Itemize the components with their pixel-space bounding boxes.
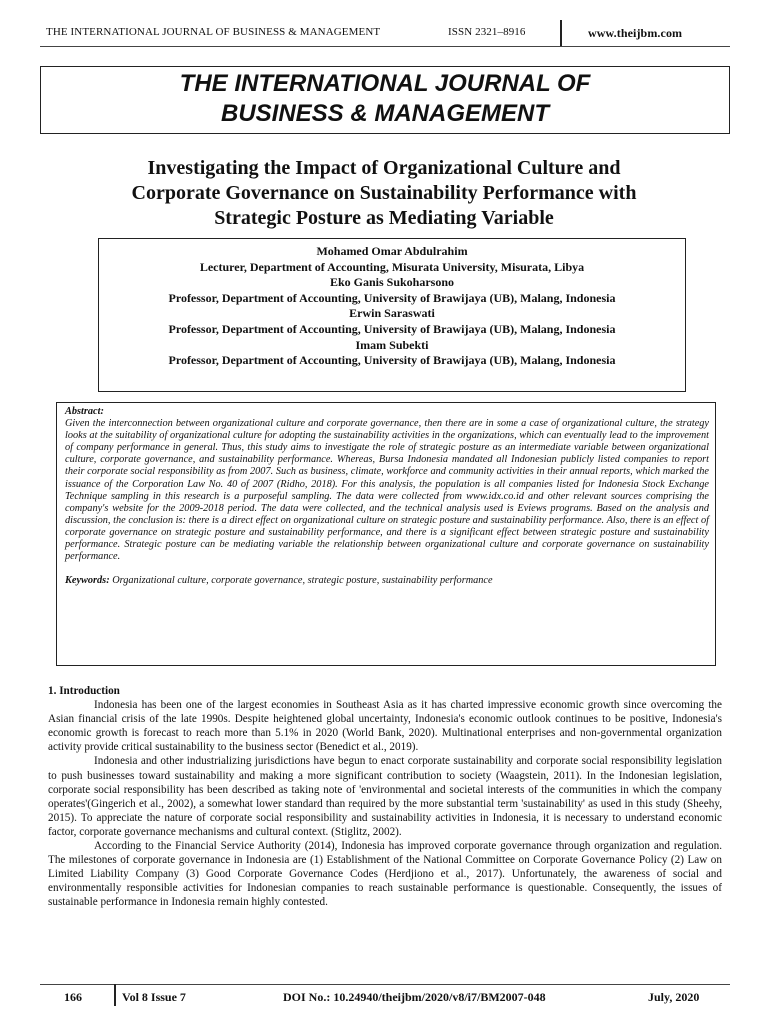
author-name: Erwin Saraswati bbox=[349, 306, 435, 321]
header-divider bbox=[560, 20, 562, 46]
body-paragraph: According to the Financial Service Authority (2014), Indonesia has improved corporate governance through organization and regulation. The milestones of corporate governance in Indonesia are (1) Establishment of the National Committee on Corporate Governance Policy (2) Law on Limited Liability Company (3) Good Corporate Governance Codes (Herdjiono et al., 2017). Unfortunately, the awareness of social and environmentally responsible activities for Indonesian companies to reach sustainable performance is questionable. Consequently, the issues of sustainable performance in Indonesia remain highly contested. bbox=[48, 840, 722, 909]
running-header bbox=[40, 20, 730, 46]
page-number: 166 bbox=[64, 990, 82, 1004]
section-heading: 1. Introduction bbox=[48, 685, 120, 697]
journal-title-line-2: BUSINESS & MANAGEMENT bbox=[220, 100, 550, 127]
paper-title-line-2: Corporate Governance on Sustainability Performance with bbox=[131, 182, 637, 204]
abstract-box bbox=[56, 402, 716, 666]
author-name: Eko Ganis Sukoharsono bbox=[329, 275, 455, 290]
keywords-text: Organizational culture, corporate governance, strategic posture, sustainability performance bbox=[112, 575, 493, 587]
author-box bbox=[98, 238, 686, 392]
header-rule bbox=[40, 46, 730, 47]
paper-title bbox=[40, 156, 728, 231]
body-paragraph: Indonesia and other industrializing jurisdictions have begun to enact corporate sustainability and corporate social responsibility legislation to push businesses toward sustainability and making a more significant contribution to society (Waagstein, 2011). In the Indonesian legislation, corporate social responsibility has been described as taking note of 'environmental and societal interests of the communities in which the company operates'(Gingerich et al., 2002), a somewhat lower standard than required by the more substantial term 'sustainability' as used in this study (Sheehy, 2015). To appreciate the nature of corporate social responsibility and sustainability activities in Indonesia, it is necessary to understand economic factor, corporate governance mechanisms and cultural context. (Stiglitz, 2002). bbox=[48, 755, 722, 838]
journal-title-box bbox=[40, 66, 730, 134]
volume-issue: Vol 8 Issue 7 bbox=[122, 990, 186, 1004]
author-name: Mohamed Omar Abdulrahim bbox=[316, 244, 468, 258]
introduction-section bbox=[48, 684, 722, 910]
doi: DOI No.: 10.24940/theijbm/2020/v8/i7/BM2007-048 bbox=[283, 990, 546, 1004]
header-journal-name: THE INTERNATIONAL JOURNAL OF BUSINESS & MANAGEMENT bbox=[46, 26, 381, 38]
footer-divider bbox=[114, 984, 116, 1006]
abstract-heading: Abstract: bbox=[65, 406, 104, 417]
author-affiliation: Lecturer, Department of Accounting, Misurata University, Misurata, Libya bbox=[199, 259, 585, 274]
author-affiliation: Professor, Department of Accounting, University of Brawijaya (UB), Malang, Indonesia bbox=[168, 290, 616, 305]
journal-title-line-1: THE INTERNATIONAL JOURNAL OF bbox=[179, 70, 591, 97]
keywords-label: Keywords: bbox=[65, 575, 110, 587]
keywords-line bbox=[65, 575, 709, 587]
author-affiliation: Professor, Department of Accounting, University of Brawijaya (UB), Malang, Indonesia bbox=[168, 353, 616, 368]
header-issn: ISSN 2321–8916 bbox=[448, 26, 526, 38]
paper-title-line-3: Strategic Posture as Mediating Variable bbox=[214, 207, 554, 229]
author-name: Imam Subekti bbox=[355, 337, 429, 352]
running-footer bbox=[40, 984, 730, 1008]
author-affiliation: Professor, Department of Accounting, University of Brawijaya (UB), Malang, Indonesia bbox=[168, 321, 616, 336]
publication-date: July, 2020 bbox=[648, 990, 700, 1004]
paper-title-line-1: Investigating the Impact of Organizational Culture and bbox=[147, 157, 621, 179]
header-website: www.theijbm.com bbox=[588, 26, 683, 40]
abstract-text: Given the interconnection between organizational culture and corporate governance, then there are in some a case of organizational culture, the strategy looks at the suitability of organizational culture for adopting the sustainability activities in the organizations, which can eventually lead to the improvement of company performance in general. Thus, this study aims to investigate the role of strategic posture as an intermediate variable between organizational culture, corporate governance, and sustainability performance. Whereas, Bursa Indonesia mandated all Indonesian publicly listed companies to report their corporate social responsibility as from 2007. Such as business, climate, workforce and community activities in their annual reports, which marked the issuance of the Corporation Law No. 40 of 2007 (Ridho, 2018). For this analysis, the population is all companies listed for Indonesia Stock Exchange Technique sampling in this research is a purposeful sampling. The data were collected from www.idx.co.id and other relevant sources comprising the company's website for the 2009-2018 period. The data were collected, and the technical analysis used is Eviews programs. Based on the analysis and discussion, the conclusion is: there is a direct effect on organizational culture on strategic posture and sustainability performance. Also, there is an effect of corporate governance on strategic posture and sustainability performance, and there is a significant effect between strategic posture and sustainability performance. Strategic posture can be mediating variable the relationship between organizational culture and corporate governance on sustainability performance. bbox=[65, 418, 709, 563]
body-paragraph: Indonesia has been one of the largest economies in Southeast Asia as it has charted impressive economic growth since overcoming the Asian financial crisis of the late 1990s. Despite heightened global uncertainty, Indonesia's economic outlook continues to be positive, Indonesia's economic growth is forecast to reach more than 5.1% in 2020 (World Bank, 2020). Multinational enterprises and non-governmental organization activity provide critical sustainability to the business sector (Benedict et al., 2019). bbox=[48, 699, 722, 754]
